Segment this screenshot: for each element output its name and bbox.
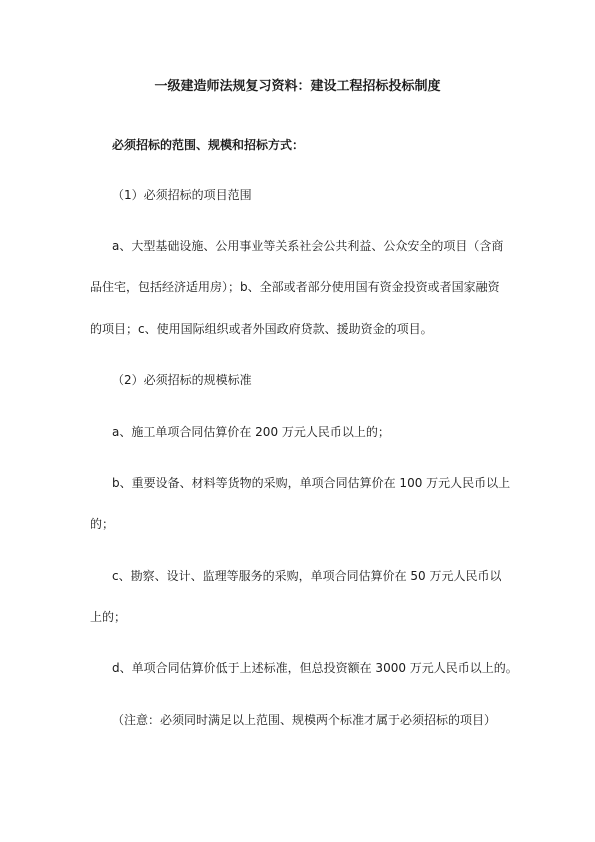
paragraph-line: 的项目；c、使用国际组织或者外国政府贷款、援助资金的项目。 [90, 322, 433, 336]
list-item-line: c、勘察、设计、监理等服务的采购，单项合同估算价在 50 万元人民币以 [112, 569, 502, 583]
list-item-line: b、重要设备、材料等货物的采购，单项合同估算价在 100 万元人民币以上 [112, 476, 511, 490]
list-item-line: 的； [90, 517, 115, 531]
paragraph-line: 品住宅，包括经济适用房）；b、全部或者部分使用国有资金投资或者国家融资 [90, 280, 500, 294]
note: （注意：必须同时满足以上范围、规模两个标准才属于必须招标的项目） [112, 713, 497, 727]
section-heading: 必须招标的范围、规模和招标方式： [112, 138, 305, 152]
list-item-line: 上的； [90, 610, 127, 624]
subsection-heading-scope: （1）必须招标的项目范围 [112, 188, 252, 202]
list-item-d: d、单项合同估算价低于上述标准，但总投资额在 3000 万元人民币以上的。 [112, 661, 518, 675]
list-item-a: a、施工单项合同估算价在 200 万元人民币以上的； [112, 425, 390, 439]
paragraph-line: a、大型基础设施、公用事业等关系社会公共利益、公众安全的项目（含商 [112, 239, 504, 253]
document-title: 一级建造师法规复习资料：建设工程招标投标制度 [154, 79, 441, 94]
subsection-heading-scale: （2）必须招标的规模标准 [112, 373, 252, 387]
